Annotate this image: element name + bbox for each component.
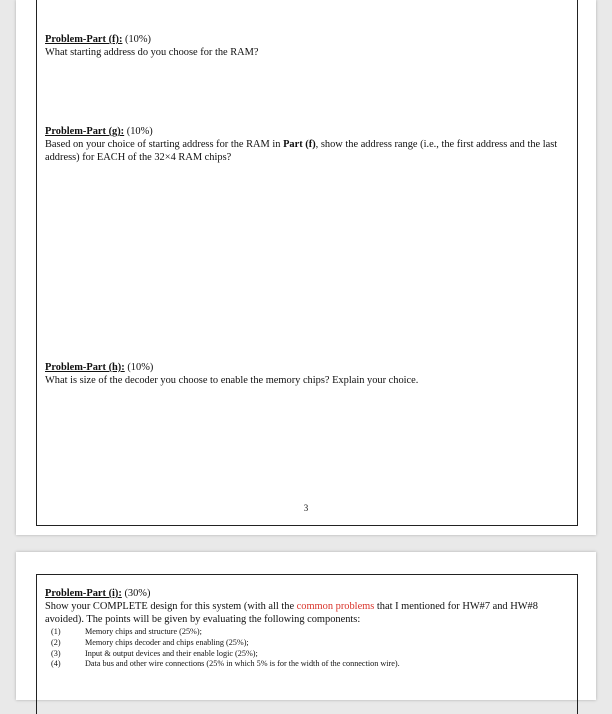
item-number: (4): [51, 659, 61, 669]
item-number: (3): [51, 648, 61, 658]
part-g-question-text: Based on your choice of starting address for the RAM in: [45, 139, 284, 150]
part-h-block: [45, 361, 565, 387]
part-i-question-text: Show your COMPLETE design for this system (with all the: [45, 601, 297, 612]
part-f-question: What starting address do you choose for the RAM?: [45, 47, 259, 58]
answer-frame: [36, 0, 578, 526]
part-g-title: Problem-Part (g):: [45, 126, 125, 137]
part-i-question: [45, 600, 565, 626]
item-text: Input & output devices and their enable logic (25%);: [85, 648, 258, 658]
part-f-block: [45, 33, 565, 59]
list-item: [45, 649, 565, 660]
part-g-percent: (10%): [126, 126, 153, 137]
item-text: Data bus and other wire connections (25% in which 5% is for the width of the connection wire).: [85, 659, 400, 669]
part-h-title: Problem-Part (h):: [45, 362, 125, 373]
part-g-block: [45, 125, 565, 164]
part-f-percent: (10%): [125, 34, 151, 45]
part-i-block: [45, 587, 565, 670]
item-text: Memory chips and structure (25%);: [85, 627, 202, 636]
part-h-question: What is size of the decoder you choose to enable the memory chips? Explain your choice.: [45, 375, 419, 386]
page-number: 3: [303, 503, 309, 513]
part-i-question-rest: that I mentioned for HW#7 and HW#8 avoided). The points will be given by evaluating the following components:: [45, 601, 538, 625]
list-item: [45, 627, 565, 638]
part-f-title: Problem-Part (f):: [45, 34, 123, 45]
item-text: Memory chips decoder and chips enabling (25%);: [85, 637, 249, 647]
list-item: [45, 638, 565, 649]
item-number: (1): [51, 627, 61, 636]
document-page-4: [16, 552, 596, 700]
part-h-percent: (10%): [127, 362, 154, 373]
part-g-question-bold: Part (f): [283, 139, 316, 150]
part-i-question-red: common problems: [296, 601, 375, 612]
part-i-title: Problem-Part (i):: [45, 588, 122, 599]
part-g-question-rest: , show the address range (i.e., the first address and the last address) for EACH of the 32×4 RAM chips?: [45, 139, 558, 163]
part-g-question: [45, 138, 565, 164]
list-item: [45, 659, 565, 670]
part-i-percent: (30%): [124, 588, 151, 599]
component-list: [45, 627, 565, 670]
document-page-3: [16, 0, 596, 535]
item-number: (2): [51, 637, 61, 647]
